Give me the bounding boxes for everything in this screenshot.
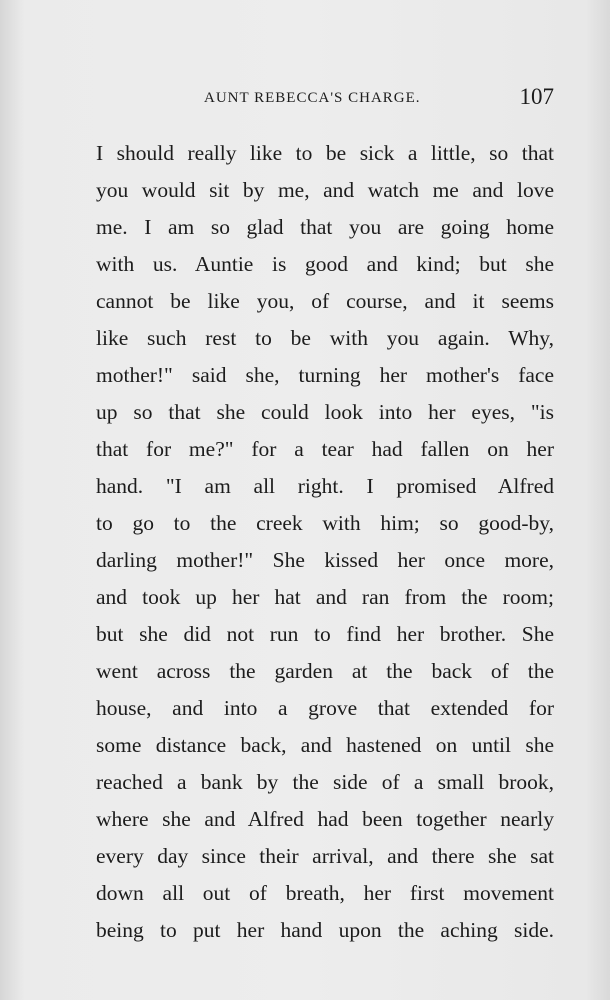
text-line: some distance back, and hastened on until she (96, 733, 554, 757)
text-line: and took up her hat and ran from the room; (96, 585, 554, 609)
text-line: I should really like to be sick a little, so that (96, 141, 554, 165)
text-line: me. I am so glad that you are going home (96, 215, 554, 239)
text-line: mother!" said she, turning her mother's face (96, 363, 554, 387)
page-number: 107 (519, 84, 554, 109)
text-line: hand. "I am all right. I promised Alfred (96, 474, 554, 498)
text-line: but she did not run to find her brother. She (96, 622, 554, 646)
text-line: that for me?" for a tear had fallen on her (96, 437, 554, 461)
text-line: where she and Alfred had been together nearly (96, 807, 554, 831)
running-title: AUNT REBECCA'S CHARGE. (204, 90, 421, 106)
text-line: house, and into a grove that extended for (96, 696, 554, 720)
text-line: with us. Auntie is good and kind; but she (96, 252, 554, 276)
text-line: to go to the creek with him; so good-by, (96, 511, 554, 535)
text-line: being to put her hand upon the aching side. (96, 918, 554, 942)
text-line: went across the garden at the back of the (96, 659, 554, 683)
text-line: darling mother!" She kissed her once more, (96, 548, 554, 572)
text-line: down all out of breath, her first movement (96, 881, 554, 905)
text-line: cannot be like you, of course, and it seems (96, 289, 554, 313)
text-line: up so that she could look into her eyes, "is (96, 400, 554, 424)
text-line: like such rest to be with you again. Why, (96, 326, 554, 350)
body-text (96, 135, 554, 949)
text-line: every day since their arrival, and there she sat (96, 844, 554, 868)
text-line: you would sit by me, and watch me and love (96, 178, 554, 202)
book-page (96, 84, 554, 949)
running-head (96, 84, 554, 118)
text-line: reached a bank by the side of a small brook, (96, 770, 554, 794)
